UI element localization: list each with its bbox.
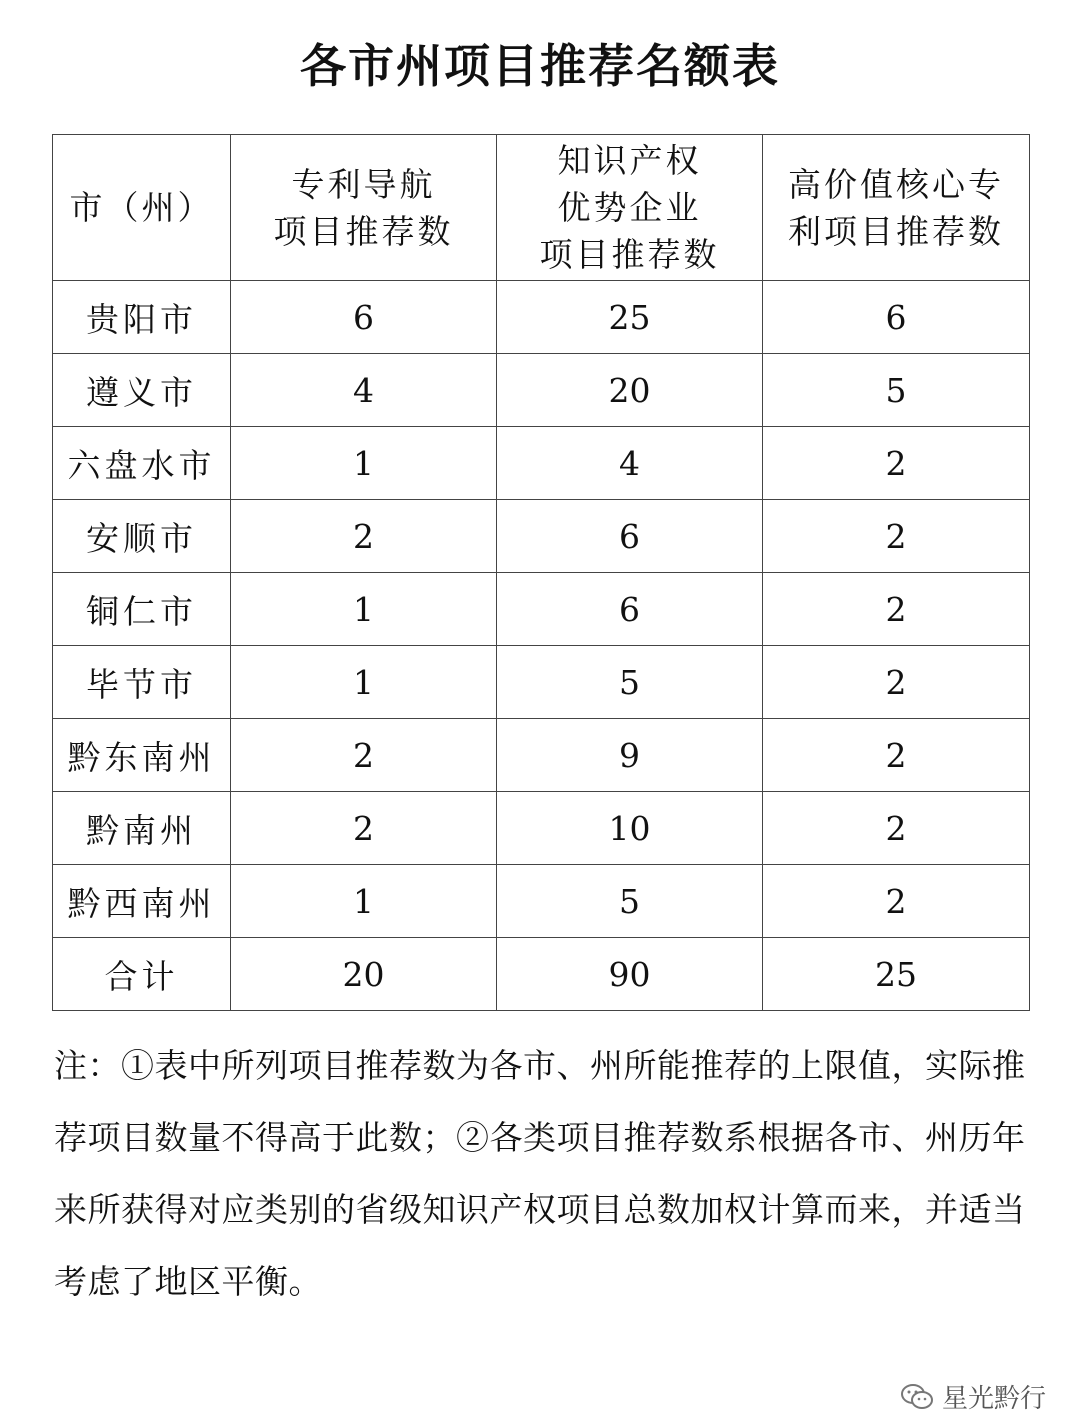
value-cell: 1: [231, 646, 497, 719]
value-cell: 2: [231, 719, 497, 792]
value-cell: 6: [497, 500, 763, 573]
value-cell: 5: [497, 865, 763, 938]
value-cell: 20: [497, 354, 763, 427]
wechat-icon: [900, 1383, 934, 1411]
value-cell: 25: [497, 281, 763, 354]
quota-table: [52, 134, 1030, 1011]
value-cell: 9: [497, 719, 763, 792]
header-line: 高价值核心专: [788, 164, 1004, 204]
header-line: 优势企业: [557, 188, 702, 227]
city-cell: 六盘水市: [53, 427, 231, 500]
city-cell: 遵义市: [53, 354, 231, 427]
table-row: [53, 354, 1030, 427]
table-total-row: [53, 938, 1030, 1011]
table-row: [53, 792, 1030, 865]
city-cell: 黔东南州: [53, 719, 231, 792]
city-cell: 贵阳市: [53, 281, 231, 354]
city-cell: 铜仁市: [53, 573, 231, 646]
city-cell: 毕节市: [53, 646, 231, 719]
header-high-value-patent: [763, 135, 1030, 281]
value-cell: 2: [763, 500, 1030, 573]
value-cell: 2: [763, 792, 1030, 865]
value-cell: 5: [763, 354, 1030, 427]
city-cell: 安顺市: [53, 500, 231, 573]
header-line: 知识产权: [557, 141, 702, 180]
value-cell: 5: [497, 646, 763, 719]
total-cell: 25: [763, 938, 1030, 1011]
city-cell: 黔西南州: [53, 865, 231, 938]
value-cell: 1: [231, 865, 497, 938]
table-row: [53, 573, 1030, 646]
header-line: 专利导航: [291, 164, 436, 204]
value-cell: 2: [763, 573, 1030, 646]
value-cell: 6: [763, 281, 1030, 354]
table-note: 注：①表中所列项目推荐数为各市、州所能推荐的上限值，实际推荐项目数量不得高于此数；②各类项目推荐数系根据各市、州历年来所获得对应类别的省级知识产权项目总数加权计算而来，并适当考虑了地区平衡。: [54, 1046, 1026, 1301]
value-cell: 1: [231, 427, 497, 500]
value-cell: 2: [763, 427, 1030, 500]
value-cell: 2: [763, 865, 1030, 938]
value-cell: 1: [231, 573, 497, 646]
header-ip-advantage: [497, 135, 763, 281]
header-line: 项目推荐数: [273, 211, 454, 251]
header-line: 市（州）: [69, 188, 214, 227]
city-cell: 黔南州: [53, 792, 231, 865]
watermark-text: 星光黔行: [941, 1384, 1046, 1414]
value-cell: 4: [231, 354, 497, 427]
total-cell: 20: [231, 938, 497, 1011]
value-cell: 2: [763, 646, 1030, 719]
page-title: 各市州项目推荐名额表: [300, 39, 780, 93]
total-cell: 90: [497, 938, 763, 1011]
header-city: [53, 135, 231, 281]
total-label-cell: 合计: [53, 938, 231, 1011]
table-row: [53, 646, 1030, 719]
account-watermark: [900, 1378, 1046, 1415]
value-cell: 2: [763, 719, 1030, 792]
header-line: 项目推荐数: [539, 235, 720, 274]
value-cell: 4: [497, 427, 763, 500]
table-row: [53, 865, 1030, 938]
header-line: 利项目推荐数: [788, 211, 1004, 251]
table-row: [53, 500, 1030, 573]
table-header-row: [53, 135, 1030, 281]
value-cell: 10: [497, 792, 763, 865]
value-cell: 2: [231, 500, 497, 573]
header-patent-navigation: [231, 135, 497, 281]
value-cell: 2: [231, 792, 497, 865]
value-cell: 6: [497, 573, 763, 646]
table-row: [53, 719, 1030, 792]
table-row: [53, 427, 1030, 500]
value-cell: 6: [231, 281, 497, 354]
table-row: [53, 281, 1030, 354]
